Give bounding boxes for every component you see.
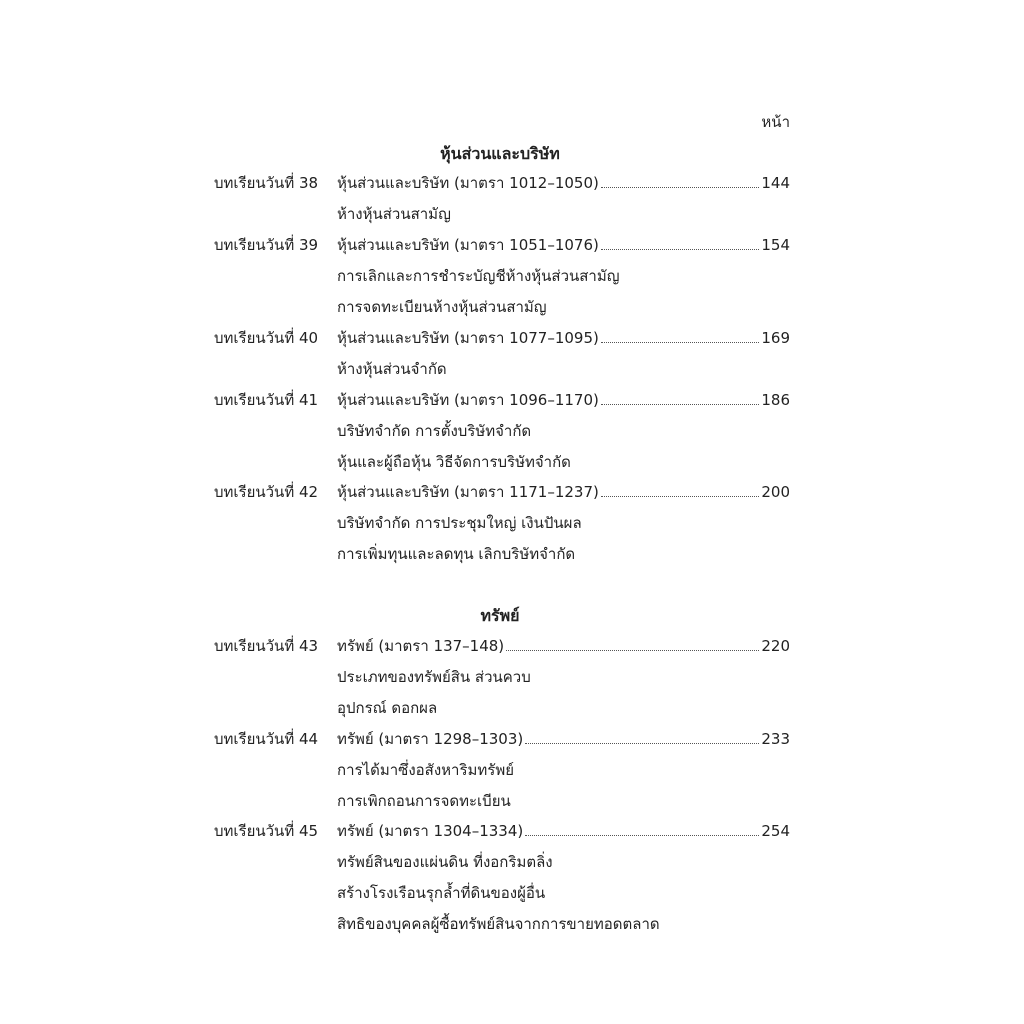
subtopic: ทรัพย์สินของแผ่นดิน ที่งอกริมตลิ่ง — [337, 853, 553, 871]
lesson-title-row — [337, 389, 790, 411]
lesson-title: หุ้นส่วนและบริษัท (มาตรา 1051–1076) — [337, 236, 599, 254]
lesson-label: บทเรียนวันที่ 42 — [214, 483, 319, 501]
lesson-label: บทเรียนวันที่ 45 — [214, 822, 319, 840]
page-column-label: หน้า — [761, 113, 790, 131]
dot-leader — [601, 390, 759, 405]
subtopic: บริษัทจำกัด การประชุมใหญ่ เงินปันผล — [337, 514, 582, 532]
lesson-title: ทรัพย์ (มาตรา 1304–1334) — [337, 822, 524, 840]
page-number: 186 — [761, 391, 790, 409]
lesson-title-row — [337, 820, 790, 842]
lesson-label: บทเรียนวันที่ 44 — [214, 730, 319, 748]
subtopic: สิทธิของบุคคลผู้ซื้อทรัพย์สินจากการขายทอดตลาด — [337, 915, 660, 933]
subtopic: บริษัทจำกัด การตั้งบริษัทจำกัด — [337, 422, 532, 440]
page-number: 233 — [761, 730, 790, 748]
lesson-label: บทเรียนวันที่ 41 — [214, 391, 319, 409]
lesson-title: หุ้นส่วนและบริษัท (มาตรา 1171–1237) — [337, 483, 599, 501]
lesson-title-row — [337, 481, 790, 503]
lesson-title-row — [337, 172, 790, 194]
page-number: 220 — [761, 637, 790, 655]
lesson-title-row — [337, 728, 790, 750]
subtopic: การเพิ่มทุนและลดทุน เลิกบริษัทจำกัด — [337, 545, 576, 563]
subtopic: อุปกรณ์ ดอกผล — [337, 699, 438, 717]
page-number: 169 — [761, 329, 790, 347]
lesson-label: บทเรียนวันที่ 43 — [214, 637, 319, 655]
dot-leader — [525, 729, 759, 744]
lesson-title-row — [337, 327, 790, 349]
page-number: 144 — [761, 174, 790, 192]
dot-leader — [601, 235, 759, 250]
page-number: 254 — [761, 822, 790, 840]
subtopic: ห้างหุ้นส่วนจำกัด — [337, 360, 447, 378]
page-number: 154 — [761, 236, 790, 254]
dot-leader — [601, 482, 759, 497]
subtopic: ประเภทของทรัพย์สิน ส่วนควบ — [337, 668, 531, 686]
lesson-title: หุ้นส่วนและบริษัท (มาตรา 1012–1050) — [337, 174, 599, 192]
section-heading: หุ้นส่วนและบริษัท — [440, 144, 560, 163]
subtopic: สร้างโรงเรือนรุกล้ำที่ดินของผู้อื่น — [337, 884, 546, 902]
lesson-label: บทเรียนวันที่ 39 — [214, 236, 319, 254]
page-number: 200 — [761, 483, 790, 501]
lesson-title: ทรัพย์ (มาตรา 1298–1303) — [337, 730, 524, 748]
dot-leader — [525, 821, 759, 836]
dot-leader — [601, 328, 759, 343]
subtopic: ห้างหุ้นส่วนสามัญ — [337, 205, 451, 223]
section-heading: ทรัพย์ — [480, 606, 520, 625]
subtopic: การได้มาซึ่งอสังหาริมทรัพย์ — [337, 761, 515, 779]
dot-leader — [601, 173, 759, 188]
subtopic: การจดทะเบียนห้างหุ้นส่วนสามัญ — [337, 298, 547, 316]
subtopic: การเลิกและการชำระบัญชีห้างหุ้นส่วนสามัญ — [337, 267, 620, 285]
subtopic: การเพิกถอนการจดทะเบียน — [337, 792, 511, 810]
lesson-title: หุ้นส่วนและบริษัท (มาตรา 1096–1170) — [337, 391, 599, 409]
dot-leader — [506, 636, 759, 651]
lesson-label: บทเรียนวันที่ 38 — [214, 174, 319, 192]
lesson-title: หุ้นส่วนและบริษัท (มาตรา 1077–1095) — [337, 329, 599, 347]
lesson-title-row — [337, 234, 790, 256]
subtopic: หุ้นและผู้ถือหุ้น วิธีจัดการบริษัทจำกัด — [337, 453, 571, 471]
lesson-title-row — [337, 635, 790, 657]
lesson-label: บทเรียนวันที่ 40 — [214, 329, 319, 347]
lesson-title: ทรัพย์ (มาตรา 137–148) — [337, 637, 505, 655]
